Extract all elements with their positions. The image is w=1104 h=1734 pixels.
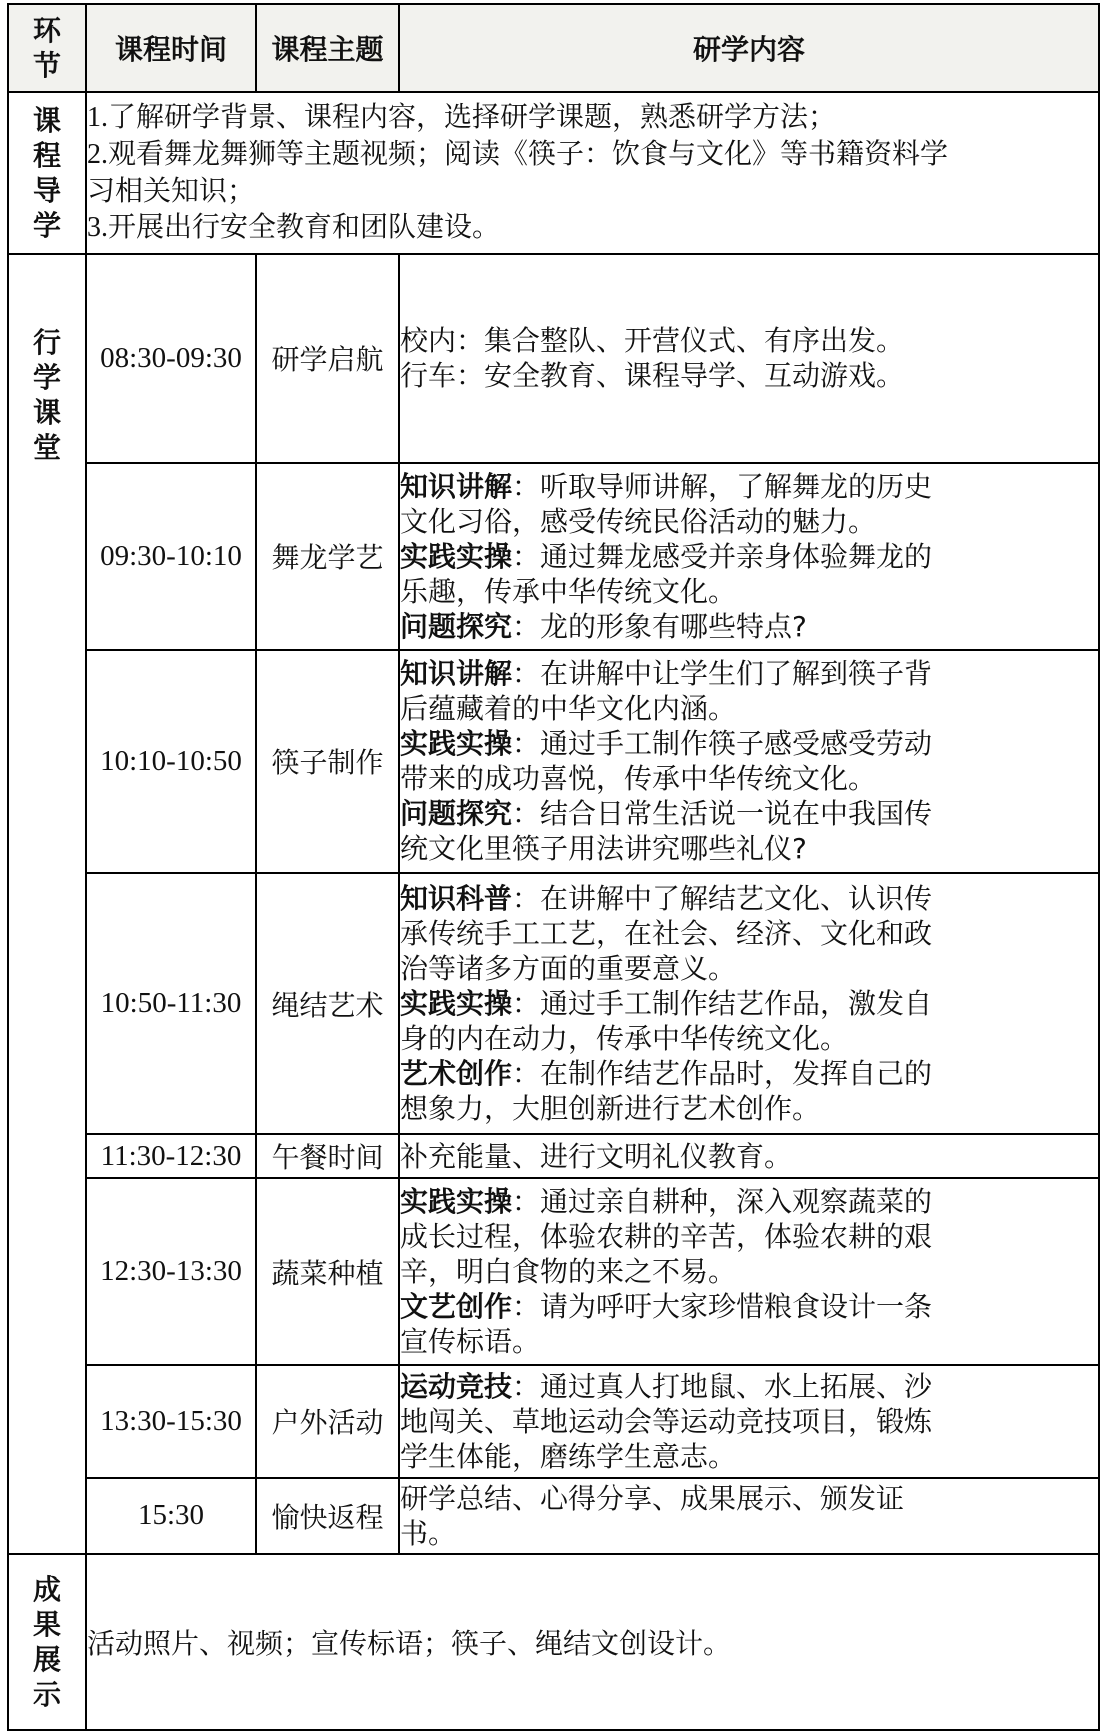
content-text: ：听取导师讲解，了解舞龙的历史 bbox=[512, 469, 933, 503]
content-text: ：在制作结艺作品时，发挥自己的 bbox=[512, 1057, 933, 1091]
content-line bbox=[400, 1439, 1098, 1474]
intro-row bbox=[9, 92, 1098, 254]
header-section bbox=[9, 5, 86, 92]
content-text: 身的内在动力，传承中华传统文化。 bbox=[400, 1022, 849, 1056]
schedule-row bbox=[9, 650, 1098, 874]
content-text: 辛，明白食物的来之不易。 bbox=[400, 1255, 737, 1289]
section-results-char: 果 bbox=[32, 1607, 61, 1641]
schedule-theme: 筷子制作 bbox=[256, 650, 399, 874]
content-text: ：在讲解中了解结艺文化、认识传 bbox=[512, 882, 933, 916]
intro-line-text: 了解研学背景、课程内容，选择研学课题，熟悉研学方法； bbox=[108, 100, 837, 134]
schedule-row bbox=[9, 254, 1098, 463]
content-text: 治等诸多方面的重要意义。 bbox=[400, 952, 737, 986]
schedule-theme: 绳结艺术 bbox=[256, 873, 399, 1134]
schedule-time: 10:50-11:30 bbox=[86, 873, 256, 1134]
schedule-content bbox=[399, 873, 1098, 1134]
content-text: ：结合日常生活说一说在中我国传 bbox=[512, 797, 933, 831]
schedule-time: 08:30-09:30 bbox=[86, 254, 256, 463]
content-label: 实践实操 bbox=[400, 1185, 513, 1219]
schedule-content bbox=[399, 1478, 1098, 1554]
content-line bbox=[400, 323, 1098, 358]
content-label: 艺术创作 bbox=[400, 1057, 513, 1091]
intro-line-text: 开展出行安全教育和团队建设。 bbox=[108, 210, 501, 244]
intro-line bbox=[87, 209, 1098, 246]
section-results-char: 展 bbox=[32, 1642, 61, 1676]
content-label: 知识科普 bbox=[400, 882, 513, 916]
content-line bbox=[400, 539, 1098, 574]
intro-line-number: 1. bbox=[87, 102, 108, 134]
content-line bbox=[400, 916, 1098, 951]
content-text: 统文化里筷子用法讲究哪些礼仪? bbox=[400, 832, 807, 866]
header-row bbox=[9, 5, 1098, 92]
content-line bbox=[400, 1404, 1098, 1439]
intro-line bbox=[87, 173, 1098, 209]
schedule-content bbox=[399, 650, 1098, 874]
section-classroom-char: 学 bbox=[32, 360, 61, 394]
schedule-theme: 舞龙学艺 bbox=[256, 463, 399, 650]
section-intro-char: 导 bbox=[32, 173, 61, 207]
schedule-row bbox=[9, 1178, 1098, 1365]
content-label: 实践实操 bbox=[400, 987, 513, 1021]
content-text: 文化习俗，感受传统民俗活动的魅力。 bbox=[400, 504, 877, 538]
content-line bbox=[400, 504, 1098, 539]
content-label: 实践实操 bbox=[400, 539, 513, 573]
schedule-theme: 蔬菜种植 bbox=[256, 1178, 399, 1365]
header-section-char: 节 bbox=[32, 48, 61, 82]
header-theme: 课程主题 bbox=[256, 5, 399, 92]
content-line bbox=[400, 1254, 1098, 1289]
schedule-row bbox=[9, 1134, 1098, 1178]
section-classroom-label bbox=[9, 255, 85, 465]
schedule-row bbox=[9, 463, 1098, 650]
content-text: 研学总结、心得分享、成果展示、颁发证 bbox=[400, 1481, 905, 1515]
header-time: 课程时间 bbox=[86, 5, 256, 92]
schedule-row bbox=[9, 873, 1098, 1134]
section-results-label bbox=[9, 1572, 85, 1712]
content-text: ：通过亲自耕种，深入观察蔬菜的 bbox=[512, 1185, 933, 1219]
content-line bbox=[400, 1324, 1098, 1359]
course-plan-sheet bbox=[7, 3, 1100, 1731]
content-line bbox=[400, 1369, 1098, 1404]
schedule-time: 13:30-15:30 bbox=[86, 1365, 256, 1478]
content-line bbox=[400, 831, 1098, 866]
content-line bbox=[400, 796, 1098, 831]
schedule-content bbox=[399, 254, 1098, 463]
results-row bbox=[9, 1554, 1098, 1729]
schedule-theme: 午餐时间 bbox=[256, 1134, 399, 1178]
schedule-time: 15:30 bbox=[86, 1478, 256, 1554]
schedule-time: 11:30-12:30 bbox=[86, 1134, 256, 1178]
content-text: 带来的成功喜悦，传承中华传统文化。 bbox=[400, 762, 877, 796]
content-line bbox=[400, 1021, 1098, 1056]
content-text: 宣传标语。 bbox=[400, 1325, 541, 1359]
content-line bbox=[400, 691, 1098, 726]
schedule-row bbox=[9, 1365, 1098, 1478]
schedule-row bbox=[9, 1478, 1098, 1554]
section-classroom-char: 课 bbox=[32, 395, 61, 429]
content-line bbox=[400, 656, 1098, 691]
content-line bbox=[400, 574, 1098, 609]
intro-line-text: 观看舞龙舞狮等主题视频；阅读《筷子：饮食与文化》等书籍资料学 bbox=[108, 137, 949, 171]
content-text: 想象力，大胆创新进行艺术创作。 bbox=[400, 1092, 821, 1126]
intro-line bbox=[87, 99, 1098, 136]
content-text: ：请为呼吁大家珍惜粮食设计一条 bbox=[512, 1290, 933, 1324]
content-text: ：通过真人打地鼠、水上拓展、沙 bbox=[512, 1369, 933, 1403]
content-text: 校内：集合整队、开营仪式、有序出发。 bbox=[400, 324, 905, 358]
schedule-theme: 研学启航 bbox=[256, 254, 399, 463]
content-line bbox=[400, 1516, 1098, 1551]
intro-line-number: 3. bbox=[87, 212, 108, 244]
content-line bbox=[400, 1056, 1098, 1091]
content-label: 问题探究 bbox=[400, 609, 513, 643]
content-line bbox=[400, 1289, 1098, 1324]
content-line bbox=[400, 469, 1098, 504]
content-label: 文艺创作 bbox=[400, 1290, 513, 1324]
content-text: ：通过手工制作筷子感受感受劳动 bbox=[512, 727, 933, 761]
section-intro-label bbox=[9, 103, 85, 243]
section-intro bbox=[9, 92, 86, 254]
schedule-time: 12:30-13:30 bbox=[86, 1178, 256, 1365]
schedule-content bbox=[399, 1134, 1098, 1178]
content-text: 乐趣，传承中华传统文化。 bbox=[400, 574, 737, 608]
results-content: 活动照片、视频；宣传标语；筷子、绳结文创设计。 bbox=[86, 1554, 1098, 1729]
content-line bbox=[400, 761, 1098, 796]
content-line bbox=[400, 726, 1098, 761]
section-classroom bbox=[9, 254, 86, 1554]
content-text: 行车：安全教育、课程导学、互动游戏。 bbox=[400, 359, 905, 393]
content-line bbox=[400, 358, 1098, 393]
header-section-char: 环 bbox=[32, 13, 61, 47]
content-text: ：通过舞龙感受并亲身体验舞龙的 bbox=[512, 539, 933, 573]
content-label: 知识讲解 bbox=[400, 657, 513, 691]
intro-line-text: 习相关知识； bbox=[87, 174, 256, 208]
content-text: ：在讲解中让学生们了解到筷子背 bbox=[512, 657, 933, 691]
content-label: 知识讲解 bbox=[400, 469, 513, 503]
content-text: ：通过手工制作结艺作品，激发自 bbox=[512, 987, 933, 1021]
content-line bbox=[400, 1184, 1098, 1219]
content-line bbox=[400, 1139, 1098, 1174]
header-section-label bbox=[9, 13, 85, 83]
section-classroom-char: 堂 bbox=[32, 430, 61, 464]
content-label: 实践实操 bbox=[400, 727, 513, 761]
content-line bbox=[400, 1219, 1098, 1254]
content-text: 承传统手工工艺，在社会、经济、文化和政 bbox=[400, 917, 933, 951]
section-intro-char: 学 bbox=[32, 208, 61, 242]
schedule-content bbox=[399, 1365, 1098, 1478]
content-text: 学生体能，磨练学生意志。 bbox=[400, 1439, 737, 1473]
content-line bbox=[400, 951, 1098, 986]
content-text: 地闯关、草地运动会等运动竞技项目，锻炼 bbox=[400, 1404, 933, 1438]
header-content: 研学内容 bbox=[399, 5, 1098, 92]
section-intro-char: 程 bbox=[32, 138, 61, 172]
schedule-theme: 户外活动 bbox=[256, 1365, 399, 1478]
section-results-char: 示 bbox=[32, 1677, 61, 1711]
content-line bbox=[400, 609, 1098, 644]
content-text: 后蕴藏着的中华文化内涵。 bbox=[400, 692, 737, 726]
course-plan-table bbox=[9, 5, 1098, 1729]
content-text: 补充能量、进行文明礼仪教育。 bbox=[400, 1139, 793, 1173]
intro-content bbox=[86, 92, 1098, 254]
content-label: 运动竞技 bbox=[400, 1369, 513, 1403]
schedule-time: 10:10-10:50 bbox=[86, 650, 256, 874]
schedule-content bbox=[399, 1178, 1098, 1365]
content-line bbox=[400, 1091, 1098, 1126]
intro-line bbox=[87, 136, 1098, 173]
content-line bbox=[400, 881, 1098, 916]
intro-line-number: 2. bbox=[87, 139, 108, 171]
schedule-theme: 愉快返程 bbox=[256, 1478, 399, 1554]
section-results bbox=[9, 1554, 86, 1729]
schedule-time: 09:30-10:10 bbox=[86, 463, 256, 650]
section-intro-char: 课 bbox=[32, 103, 61, 137]
schedule-content bbox=[399, 463, 1098, 650]
content-line bbox=[400, 986, 1098, 1021]
section-results-char: 成 bbox=[32, 1572, 61, 1606]
content-label: 问题探究 bbox=[400, 797, 513, 831]
section-classroom-char: 行 bbox=[32, 325, 61, 359]
content-text: ：龙的形象有哪些特点? bbox=[512, 609, 807, 643]
content-text: 书。 bbox=[400, 1516, 457, 1550]
content-line bbox=[400, 1481, 1098, 1516]
content-text: 成长过程，体验农耕的辛苦，体验农耕的艰 bbox=[400, 1220, 933, 1254]
